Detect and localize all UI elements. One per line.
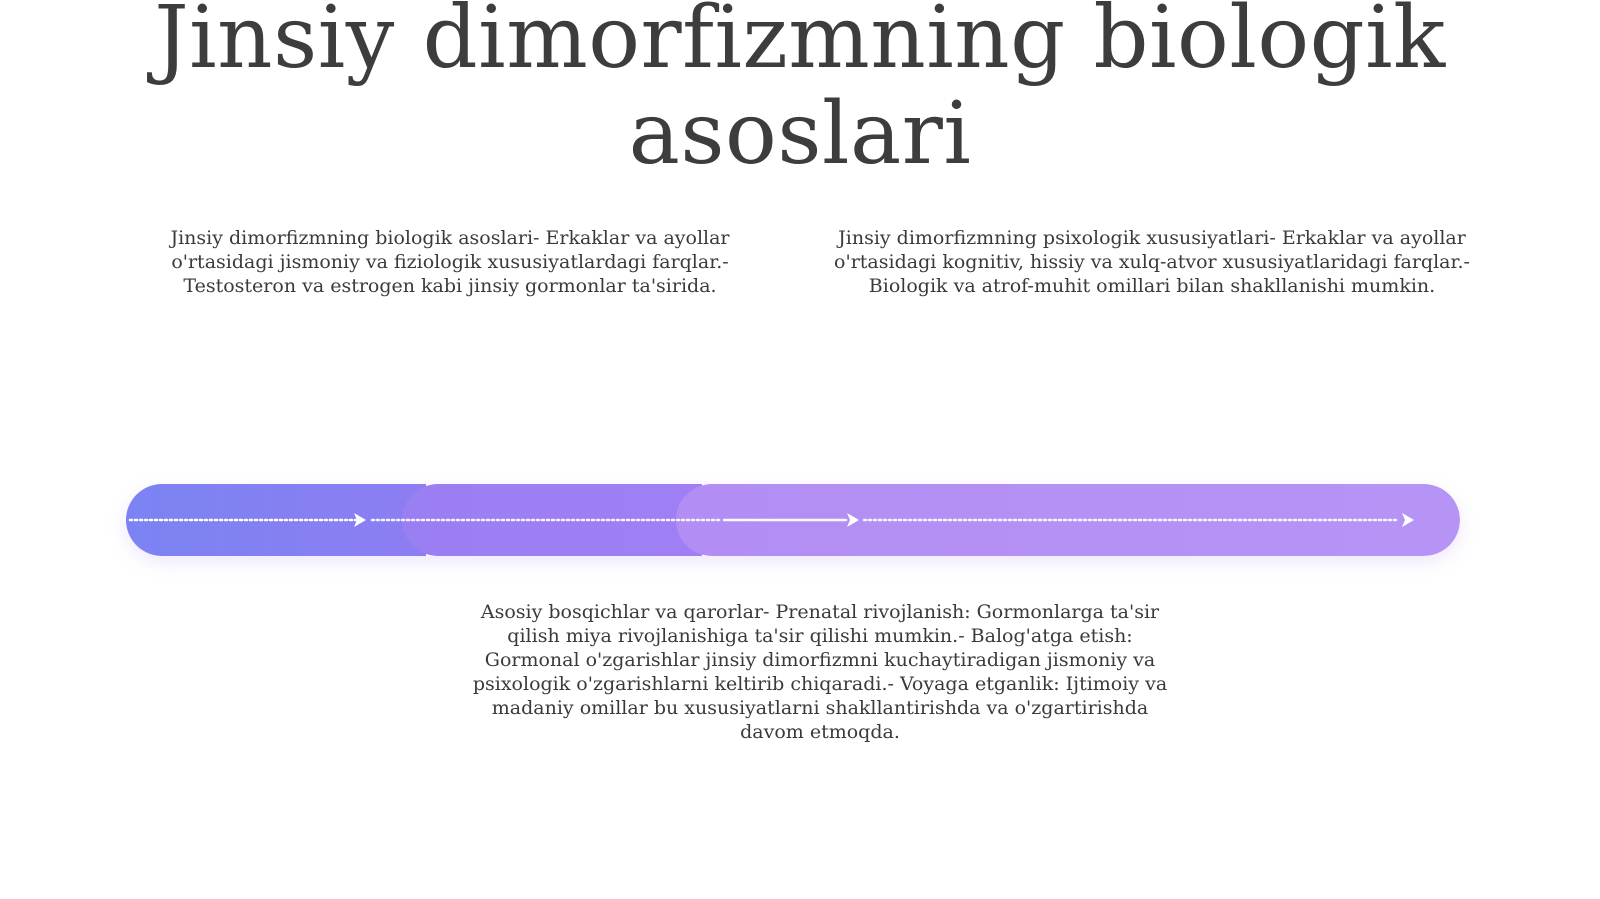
arrow-head-2-icon — [847, 513, 859, 527]
text-block-biological: Jinsiy dimorfizmning biologik asoslari- Erkaklar va ayollar o'rtasidagi jismoniy va fiziologik xususiyatlardagi farqlar.- Testosteron va estrogen kabi jinsiy gormonlar ta'sirida. — [170, 227, 730, 297]
timeline-arrows — [126, 484, 1460, 556]
text-block-stages: Asosiy bosqichlar va qarorlar- Prenatal rivojlanish: Gormonlarga ta'sir qilish miya rivojlanishiga ta'sir qilishi mumkin.- Balog'atga etish: Gormonal o'zgarishlar jinsiy dimorfizmni kuchaytiradigan jismoniy va psixologik o'zgarishlarni keltirib chiqaradi.- Voyaga etganlik: Ijtimoiy va madaniy omillar bu xususiyatlarni shakllantirishda va o'zgartirishda davom etmoqda. — [472, 601, 1168, 743]
text-block-psychological: Jinsiy dimorfizmning psixologik xususiyatlari- Erkaklar va ayollar o'rtasidagi kognitiv, hissiy va xulq-atvor xususiyatlaridagi farqlar.- Biologik va atrof-muhit omillari bilan shakllanishi mumkin. — [834, 227, 1470, 297]
arrow-head-3-icon — [1402, 513, 1414, 527]
timeline-bar — [126, 484, 1460, 556]
slide-title: Jinsiy dimorfizmning biologik asoslari — [154, 0, 1446, 184]
